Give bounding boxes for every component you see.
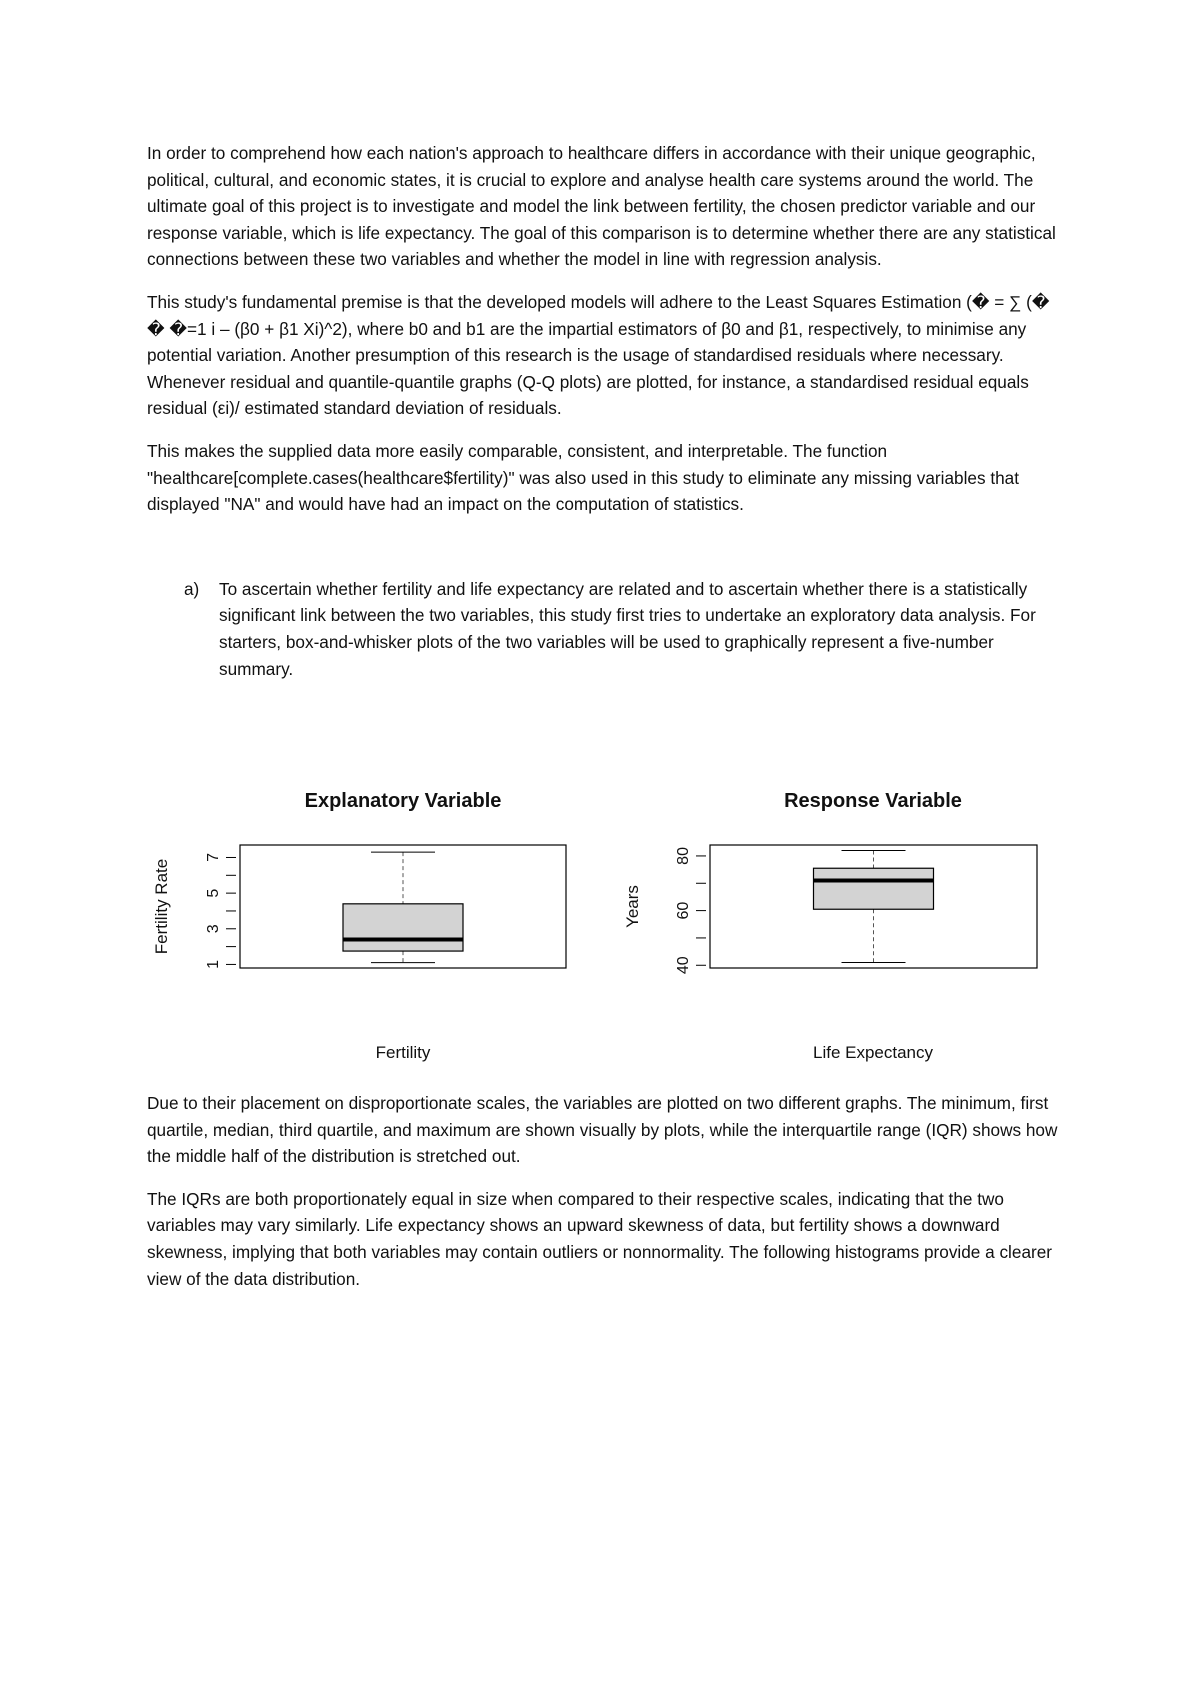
list-marker: a) [184,578,200,599]
iqr-box [343,904,463,951]
iqr-box [814,868,934,909]
x-axis-label: Fertility [375,1043,431,1062]
y-tick-label: 1 [205,959,222,969]
paragraph-intro-2: This study's fundamental premise is that the developed models will adhere to the Least Squares Estimation (� = ∑ (� � �=1 i – (β0 + β1 Xi)^2), where b0 and b1 are the impartial estimators of β0 and β1, respectively, to minimise any potential variation. Another presumption of this research is the usage of standardised residuals where necessary. Whenever residual and quantile-quantile graphs (Q-Q plots) are plotted, for instance, a standardised residual equals residual (εi)/ estimated standard deviation of residuals. [147,291,1050,419]
document-body [147,140,1062,682]
paragraph-intro-3: This makes the supplied data more easily comparable, consistent, and interpretable. The function "healthcare[complete.cases(healthcare$fertility)" was also used in this study to eliminate any missing variables that displayed "NA" and would have had an impact on the computation of statistics. [147,440,1019,515]
y-tick-label: 5 [205,888,222,898]
y-tick-label: 80 [675,847,692,865]
x-axis-label: Life Expectancy [812,1043,934,1062]
paragraph-after-2: The IQRs are both proportionately equal in size when compared to their respective scales, indicating that the two variables may vary similarly. Life expectancy shows an upward skewness of data, but fertility shows a downward skewness, implying that both variables may contain outliers or nonnormality. The following histograms provide a clearer view of the data distribution. [147,1188,1053,1289]
y-tick-label: 60 [675,901,692,920]
document-body-after-figure [147,1090,1062,1308]
y-tick-label: 7 [205,853,222,862]
chart-title: Response Variable [784,790,962,812]
list-item-text: To ascertain whether fertility and life expectancy are related and to ascertain whether there is a statistically significant link between the two variables, this study first tries to undertake an exploratory data analysis. For starters, box-and-whisker plots of the two variables will be used to graphically represent a five-number summary. [219,578,1036,679]
y-tick-label: 40 [675,956,692,975]
y-axis-label: Years [623,885,642,928]
y-tick-label: 3 [205,924,222,934]
ordered-list [147,576,1062,682]
paragraph-after-1: Due to their placement on disproportionate scales, the variables are plotted on two different graphs. The minimum, first quartile, median, third quartile, and maximum are shown visually by plots, while the interquartile range (IQR) shows how the middle half of the distribution is stretched out. [147,1093,1058,1167]
paragraph-intro-1: In order to comprehend how each nation's approach to healthcare differs in accordance with their unique geographic, political, cultural, and economic states, it is crucial to explore and analyse health care systems around the world. The ultimate goal of this project is to investigate and model the link between fertility, the chosen predictor variable and our response variable, which is life expectancy. The goal of this comparison is to determine whether there are any statistical connections between these two variables and whether the model in line with regression analysis. [147,143,1056,270]
plot-frame [240,845,566,968]
plot-frame [710,845,1037,968]
chart-title: Explanatory Variable [304,790,502,812]
list-item-a [147,576,1072,682]
y-axis-label: Fertility Rate [152,858,171,955]
